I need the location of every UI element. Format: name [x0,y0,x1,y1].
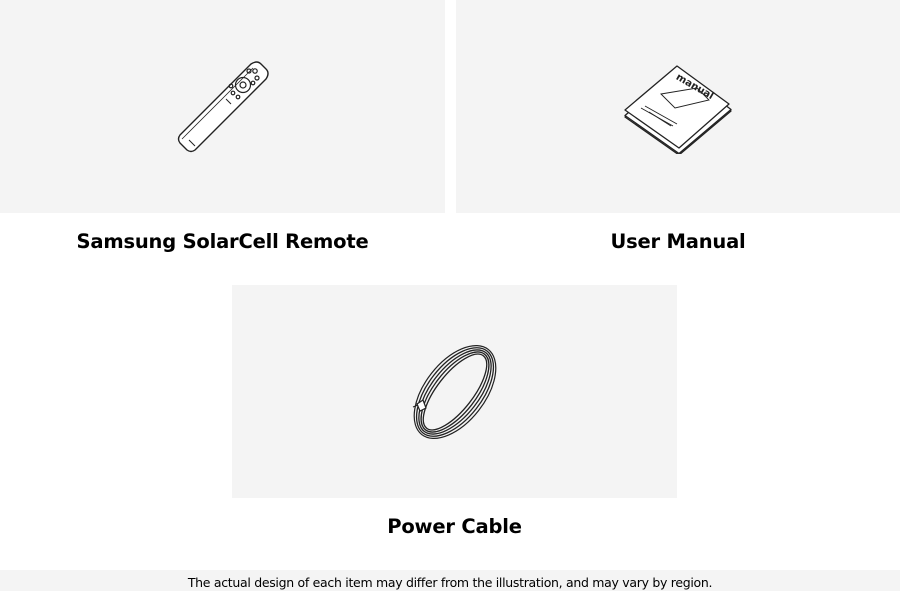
manual-tile [456,0,900,213]
remote-tile [0,0,445,213]
cable-caption: Power Cable [387,515,522,538]
disclaimer-bar [0,570,900,591]
remote-caption: Samsung SolarCell Remote [76,230,369,253]
disclaimer-text: The actual design of each item may differ from the illustration, and may vary by region. [187,575,713,590]
power-cable-icon [405,342,505,442]
remote-control-icon [173,57,273,157]
manual-caption: User Manual [610,230,746,253]
manual-book-icon [623,60,733,154]
cable-tile [232,285,677,498]
manual-cover-text: manual [673,71,716,102]
